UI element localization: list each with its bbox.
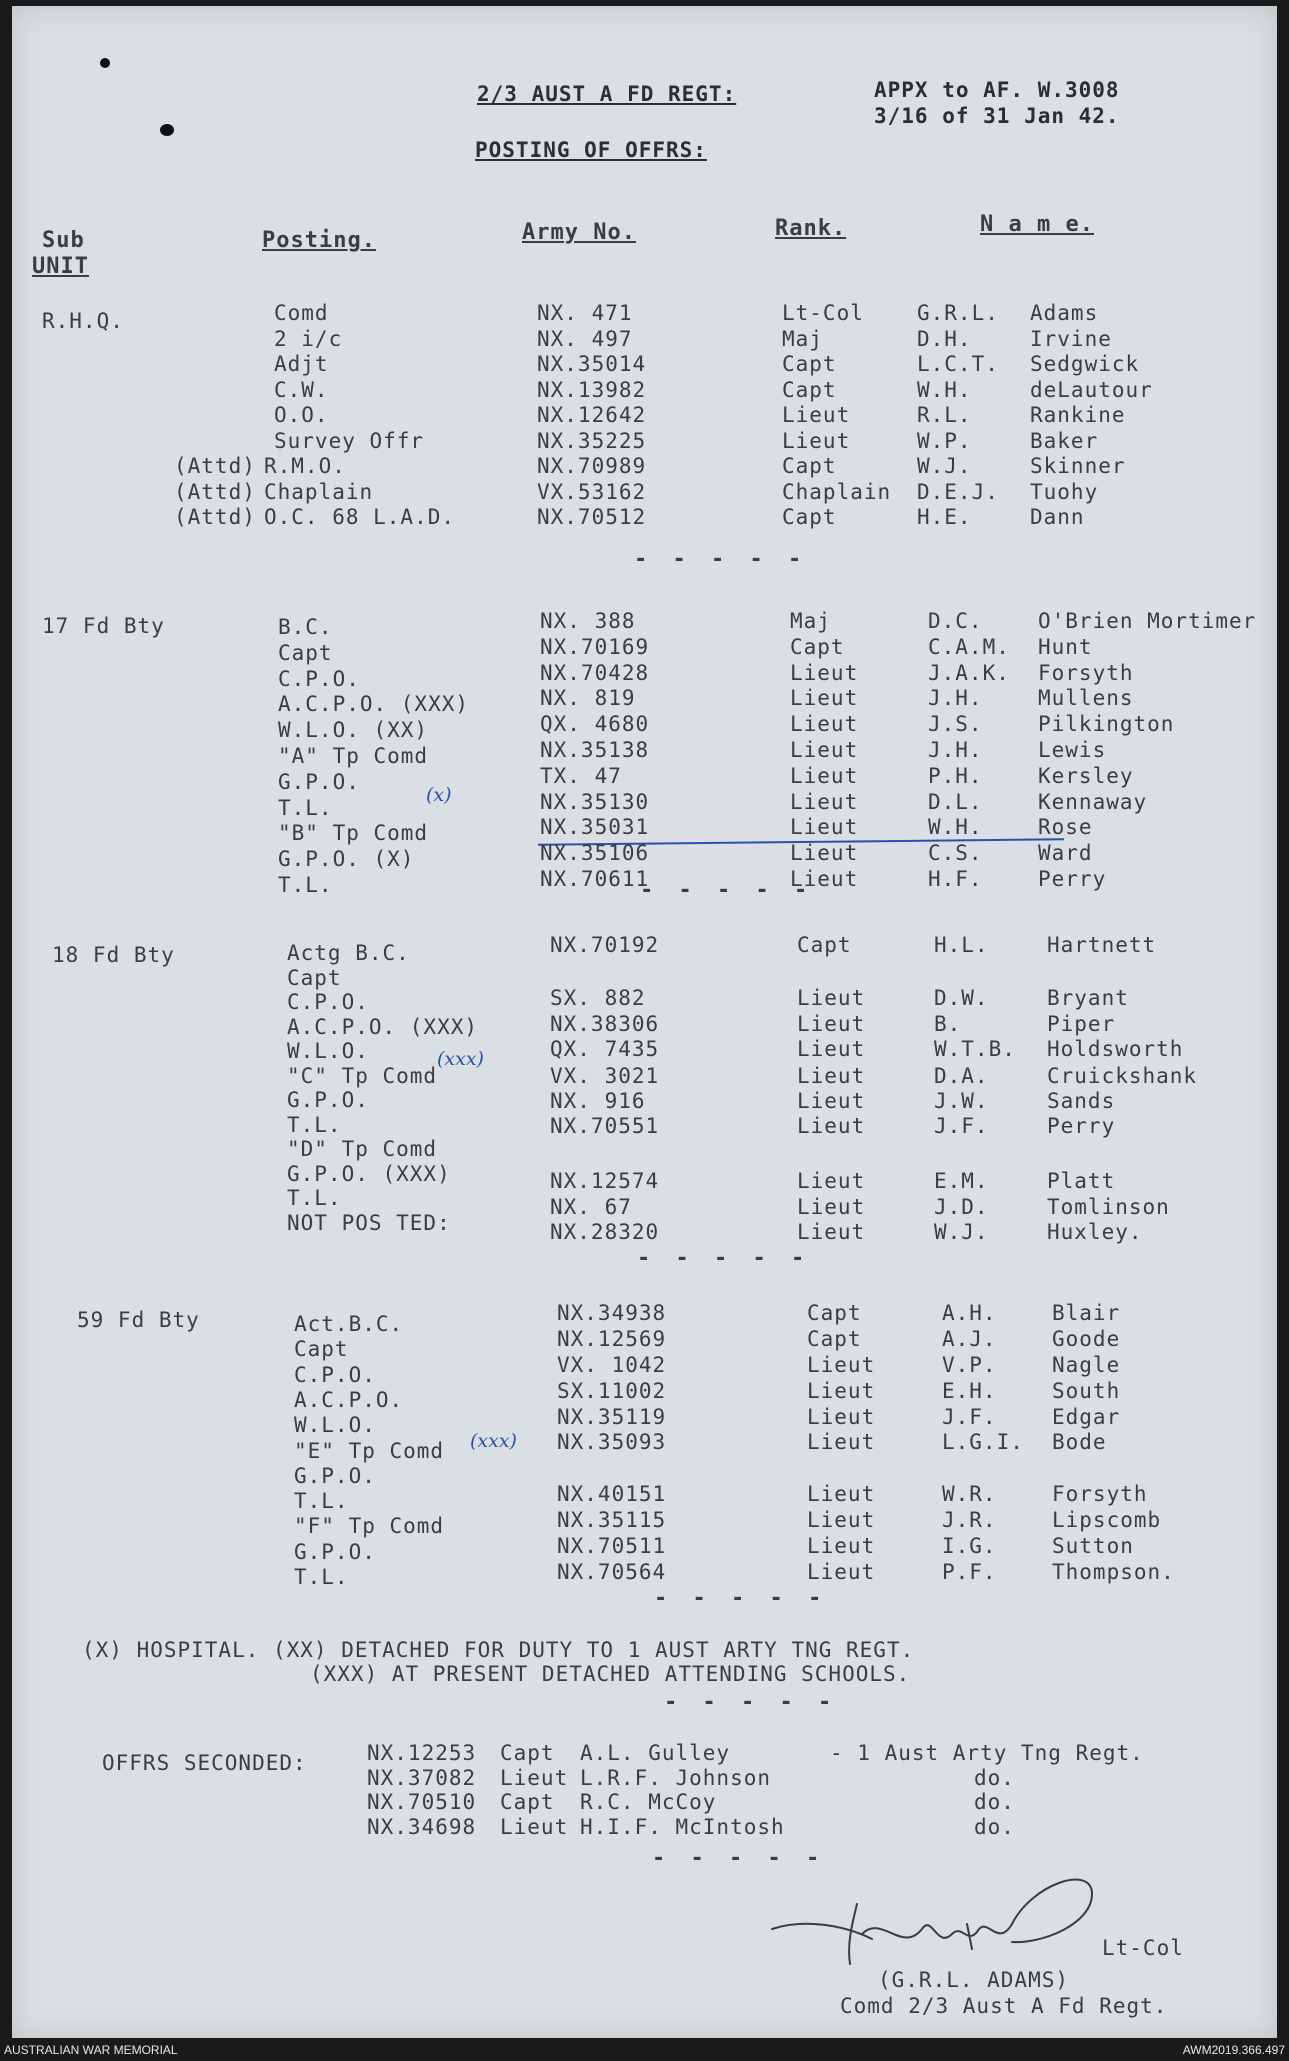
posting-cell: G.P.O. bbox=[294, 1463, 376, 1488]
initials-cell: C.S. bbox=[928, 841, 983, 866]
initials-cell: H.E. bbox=[917, 505, 972, 529]
rank-cell: Lieut bbox=[782, 403, 851, 427]
army-no-cell: NX.38306 bbox=[550, 1012, 660, 1036]
army-no-cell: NX.12569 bbox=[557, 1327, 667, 1351]
name-cell: H.I.F. McIntosh bbox=[580, 1814, 785, 1839]
initials-cell: A.J. bbox=[942, 1327, 997, 1351]
initials-cell: W.J. bbox=[934, 1220, 989, 1244]
surname-cell: O'Brien Mortimer bbox=[1038, 609, 1257, 633]
posting-cell: "C" Tp Comd bbox=[287, 1063, 438, 1088]
surname-cell: Rose bbox=[1038, 815, 1093, 840]
rank-cell: Chaplain bbox=[782, 479, 892, 504]
initials-cell: J.R. bbox=[942, 1508, 997, 1532]
initials-cell: V.P. bbox=[942, 1353, 997, 1377]
army-no-cell: NX.70564 bbox=[557, 1560, 667, 1584]
surname-cell: Forsyth bbox=[1038, 660, 1134, 685]
rank-cell: Lieut bbox=[797, 1089, 866, 1113]
posting-prefix: (Attd) bbox=[174, 505, 256, 529]
col-army-no: Army No. bbox=[522, 220, 636, 245]
destination-cell: do. bbox=[974, 1814, 1015, 1839]
rank-cell: Lieut bbox=[797, 1114, 866, 1138]
posting-cell: Capt bbox=[278, 640, 333, 665]
initials-cell: C.A.M. bbox=[928, 634, 1010, 659]
rank-cell: Lieut bbox=[790, 738, 859, 762]
army-no-cell: NX.28320 bbox=[550, 1220, 660, 1244]
initials-cell: D.A. bbox=[934, 1064, 989, 1088]
surname-cell: Nagle bbox=[1052, 1353, 1121, 1377]
rank-cell: Lieut bbox=[797, 1169, 866, 1193]
surname-cell: Hartnett bbox=[1047, 933, 1157, 957]
posting-cell: A.C.P.O. (XXX) bbox=[287, 1014, 479, 1039]
posting-cell: G.P.O. (X) bbox=[278, 847, 415, 872]
initials-cell: D.L. bbox=[928, 789, 983, 814]
army-no-cell: TX. 47 bbox=[540, 763, 622, 788]
posting-cell: T.L. bbox=[278, 795, 333, 820]
initials-cell: W.J. bbox=[917, 454, 972, 478]
rank-cell: Lieut bbox=[807, 1353, 876, 1377]
doc-title: POSTING OF OFFRS: bbox=[475, 138, 707, 162]
initials-cell: J.W. bbox=[934, 1089, 989, 1113]
surname-cell: Blair bbox=[1052, 1301, 1121, 1325]
initials-cell: P.F. bbox=[942, 1560, 997, 1584]
col-name: N a m e. bbox=[980, 212, 1094, 237]
posting-cell: T.L. bbox=[294, 1489, 349, 1514]
army-no-cell: NX.70169 bbox=[540, 634, 650, 659]
initials-cell: J.D. bbox=[934, 1195, 989, 1219]
army-no-cell: SX. 882 bbox=[550, 986, 646, 1010]
handwritten-signature bbox=[762, 1854, 1112, 1974]
rank-cell: Capt bbox=[782, 352, 837, 376]
posting-cell: A.C.P.O. bbox=[294, 1387, 404, 1412]
section-label-18-fd-bty: 18 Fd Bty bbox=[52, 943, 175, 967]
signature-rank: Lt-Col bbox=[1102, 1936, 1184, 1960]
initials-cell: E.H. bbox=[942, 1379, 997, 1403]
separator-dashes: - - - - - bbox=[664, 1690, 838, 1715]
surname-cell: Thompson. bbox=[1052, 1560, 1175, 1584]
posting-cell: O.O. bbox=[274, 403, 329, 427]
section-label-rhq: R.H.Q. bbox=[42, 309, 124, 333]
initials-cell: J.H. bbox=[928, 738, 983, 762]
army-no-cell: NX. 471 bbox=[537, 301, 633, 325]
initials-cell: P.H. bbox=[928, 763, 983, 788]
punch-mark bbox=[160, 124, 174, 136]
posting-cell: C.W. bbox=[274, 377, 329, 402]
col-rank: Rank. bbox=[775, 216, 847, 241]
initials-cell: W.T.B. bbox=[934, 1037, 1016, 1061]
army-no-cell: NX.12574 bbox=[550, 1169, 660, 1193]
surname-cell: Pilkington bbox=[1038, 712, 1175, 737]
posting-cell: G.P.O. bbox=[294, 1539, 376, 1564]
rank-cell: Lieut bbox=[790, 763, 859, 788]
surname-cell: Rankine bbox=[1030, 403, 1126, 427]
col-posting: Posting. bbox=[262, 228, 376, 253]
handwritten-mark: (xxx) bbox=[437, 1048, 484, 1070]
rank-cell: Lieut bbox=[790, 841, 859, 866]
surname-cell: Adams bbox=[1030, 301, 1099, 325]
rank-cell: Lieut bbox=[797, 1220, 866, 1244]
signature-role: Comd 2/3 Aust A Fd Regt. bbox=[840, 1994, 1168, 2018]
initials-cell: E.M. bbox=[934, 1169, 989, 1193]
army-no-cell: NX.40151 bbox=[557, 1482, 667, 1506]
separator-dashes: - - - - - bbox=[637, 1246, 811, 1271]
surname-cell: Hunt bbox=[1038, 634, 1093, 659]
surname-cell: Tuohy bbox=[1030, 479, 1099, 504]
army-no-cell: NX.13982 bbox=[537, 377, 647, 402]
posting-cell: Survey Offr bbox=[274, 428, 425, 453]
initials-cell: J.H. bbox=[928, 686, 983, 711]
col-sub-unit: Sub bbox=[42, 228, 85, 253]
rank-cell: Lieut bbox=[797, 1012, 866, 1036]
initials-cell: I.G. bbox=[942, 1534, 997, 1558]
army-no-cell: NX.35031 bbox=[540, 815, 650, 840]
rank-cell: Capt bbox=[500, 1790, 555, 1814]
posting-cell: Capt bbox=[294, 1337, 349, 1362]
posting-prefix: (Attd) bbox=[174, 479, 256, 504]
rank-cell: Lieut bbox=[807, 1508, 876, 1532]
rank-cell: Lieut bbox=[790, 789, 859, 814]
army-no-cell: NX.35106 bbox=[540, 841, 650, 866]
surname-cell: Sutton bbox=[1052, 1534, 1134, 1558]
army-no-cell: NX. 916 bbox=[550, 1089, 646, 1113]
army-no-cell: NX.12642 bbox=[537, 403, 647, 427]
rank-cell: Capt bbox=[807, 1327, 862, 1351]
initials-cell: J.F. bbox=[942, 1405, 997, 1429]
rank-cell: Capt bbox=[500, 1741, 555, 1765]
army-no-cell: NX.12253 bbox=[367, 1741, 477, 1765]
army-no-cell: VX. 3021 bbox=[550, 1064, 660, 1088]
army-no-cell: NX.35093 bbox=[557, 1430, 667, 1454]
posting-cell: G.P.O. bbox=[287, 1088, 369, 1112]
posting-cell: T.L. bbox=[294, 1565, 349, 1589]
rank-cell: Lieut bbox=[782, 428, 851, 453]
initials-cell: J.F. bbox=[934, 1114, 989, 1138]
handwritten-mark: (x) bbox=[426, 784, 452, 806]
destination-cell: do. bbox=[974, 1765, 1015, 1790]
army-no-cell: NX.34938 bbox=[557, 1301, 667, 1325]
initials-cell: W.H. bbox=[917, 377, 972, 402]
separator-dashes: - - - - - bbox=[652, 1846, 826, 1871]
rank-cell: Lieut bbox=[807, 1379, 876, 1403]
posting-cell: T.L. bbox=[287, 1186, 342, 1210]
rank-cell: Lieut bbox=[797, 986, 866, 1010]
rank-cell: Capt bbox=[782, 454, 837, 478]
surname-cell: Perry bbox=[1047, 1114, 1116, 1138]
rank-cell: Lieut bbox=[807, 1534, 876, 1558]
initials-cell: L.C.T. bbox=[917, 352, 999, 376]
army-no-cell: NX. 388 bbox=[540, 609, 636, 633]
army-no-cell: NX.70428 bbox=[540, 660, 650, 685]
army-no-cell: NX.35130 bbox=[540, 789, 650, 814]
rank-cell: Lt-Col bbox=[782, 301, 864, 325]
army-no-cell: NX.70551 bbox=[550, 1114, 660, 1138]
posting-cell: Capt bbox=[287, 965, 342, 990]
posting-cell: W.L.O. (XX) bbox=[278, 718, 429, 743]
surname-cell: Skinner bbox=[1030, 454, 1126, 478]
posting-cell: Comd bbox=[274, 301, 329, 325]
rank-cell: Lieut bbox=[790, 712, 859, 737]
signature-name: (G.R.L. ADAMS) bbox=[878, 1968, 1070, 1992]
surname-cell: Lewis bbox=[1038, 738, 1107, 762]
surname-cell: Baker bbox=[1030, 428, 1099, 453]
separator-dashes: - - - - - bbox=[640, 878, 814, 903]
posting-prefix: (Attd) bbox=[174, 454, 256, 478]
rank-cell: Maj bbox=[790, 609, 831, 633]
posting-cell: A.C.P.O. (XXX) bbox=[278, 692, 470, 717]
posting-cell: W.L.O. bbox=[294, 1413, 376, 1438]
army-no-cell: NX.70989 bbox=[537, 454, 647, 478]
posting-cell: B.C. bbox=[278, 615, 333, 639]
army-no-cell: NX.70510 bbox=[367, 1790, 477, 1814]
rank-cell: Lieut bbox=[790, 660, 859, 685]
posting-cell: 2 i/c bbox=[274, 326, 343, 351]
archive-footer bbox=[0, 2038, 1289, 2061]
initials-cell: D.E.J. bbox=[917, 479, 999, 504]
surname-cell: Bode bbox=[1052, 1430, 1107, 1454]
posting-cell: Chaplain bbox=[264, 479, 374, 504]
initials-cell: B. bbox=[934, 1012, 962, 1036]
initials-cell: W.H. bbox=[928, 815, 983, 840]
posting-cell: "B" Tp Comd bbox=[278, 821, 429, 846]
rank-cell: Lieut bbox=[797, 1037, 866, 1061]
army-no-cell: VX.53162 bbox=[537, 479, 647, 504]
surname-cell: Tomlinson bbox=[1047, 1195, 1170, 1219]
army-no-cell: NX.35138 bbox=[540, 738, 650, 762]
rank-cell: Maj bbox=[782, 326, 823, 351]
army-no-cell: NX. 67 bbox=[550, 1195, 632, 1219]
seconded-label: OFFRS SECONDED: bbox=[102, 1751, 307, 1775]
army-no-cell: NX.70512 bbox=[537, 505, 647, 529]
army-no-cell: VX. 1042 bbox=[557, 1353, 667, 1377]
appx-line-2: 3/16 of 31 Jan 42. bbox=[874, 104, 1120, 128]
rank-cell: Capt bbox=[807, 1301, 862, 1325]
rank-cell: Lieut bbox=[807, 1405, 876, 1429]
surname-cell: Irvine bbox=[1030, 326, 1112, 351]
army-no-cell: NX. 819 bbox=[540, 686, 636, 711]
surname-cell: Sands bbox=[1047, 1089, 1116, 1113]
army-no-cell: NX.70192 bbox=[550, 933, 660, 957]
rank-cell: Capt bbox=[790, 634, 845, 659]
posting-cell: R.M.O. bbox=[264, 454, 346, 478]
separator-dashes: - - - - - bbox=[654, 1586, 828, 1611]
initials-cell: R.L. bbox=[917, 403, 972, 427]
initials-cell: H.L. bbox=[934, 933, 989, 957]
rank-cell: Lieut bbox=[500, 1765, 569, 1790]
rank-cell: Lieut bbox=[807, 1482, 876, 1506]
posting-cell: C.P.O. bbox=[294, 1362, 376, 1387]
initials-cell: D.H. bbox=[917, 326, 972, 351]
unit-title: 2/3 AUST A FD REGT: bbox=[477, 82, 737, 106]
rank-cell: Capt bbox=[782, 377, 837, 402]
surname-cell: Lipscomb bbox=[1052, 1508, 1162, 1532]
surname-cell: Goode bbox=[1052, 1327, 1121, 1351]
surname-cell: Kersley bbox=[1038, 763, 1134, 788]
initials-cell: W.R. bbox=[942, 1482, 997, 1506]
rank-cell: Lieut bbox=[790, 686, 859, 711]
name-cell: A.L. Gulley bbox=[580, 1741, 731, 1765]
army-no-cell: NX.35225 bbox=[537, 428, 647, 453]
initials-cell: H.F. bbox=[928, 867, 983, 891]
posting-cell: NOT POS TED: bbox=[287, 1210, 451, 1235]
initials-cell: W.P. bbox=[917, 428, 972, 453]
surname-cell: Perry bbox=[1038, 867, 1107, 891]
initials-cell: J.S. bbox=[928, 712, 983, 737]
surname-cell: Mullens bbox=[1038, 686, 1134, 711]
army-no-cell: NX.34698 bbox=[367, 1814, 477, 1839]
initials-cell: D.W. bbox=[934, 986, 989, 1010]
initials-cell: G.R.L. bbox=[917, 301, 999, 325]
key-line-1: (X) HOSPITAL. (XX) DETACHED FOR DUTY TO 1 AUST ARTY TNG REGT. bbox=[82, 1638, 915, 1662]
handwritten-mark: (xxx) bbox=[470, 1430, 517, 1452]
document-page bbox=[12, 6, 1277, 2038]
posting-cell: C.P.O. bbox=[278, 666, 360, 691]
army-no-cell: QX. 7435 bbox=[550, 1037, 660, 1061]
posting-cell: G.P.O. (XXX) bbox=[287, 1161, 451, 1186]
posting-cell: Actg B.C. bbox=[287, 941, 410, 965]
army-no-cell: NX.35115 bbox=[557, 1508, 667, 1532]
posting-cell: C.P.O. bbox=[287, 990, 369, 1014]
surname-cell: Forsyth bbox=[1052, 1482, 1148, 1506]
army-no-cell: NX.35119 bbox=[557, 1405, 667, 1429]
posting-cell: "E" Tp Comd bbox=[294, 1438, 445, 1463]
surname-cell: Cruickshank bbox=[1047, 1064, 1198, 1088]
surname-cell: Dann bbox=[1030, 505, 1085, 529]
rank-cell: Lieut bbox=[790, 867, 859, 891]
appx-line-1: APPX to AF. W.3008 bbox=[874, 78, 1120, 102]
footer-institution: AUSTRALIAN WAR MEMORIAL bbox=[4, 2043, 178, 2057]
surname-cell: Platt bbox=[1047, 1169, 1116, 1193]
army-no-cell: NX.70511 bbox=[557, 1534, 667, 1558]
posting-cell: T.L. bbox=[287, 1112, 342, 1137]
army-no-cell: NX. 497 bbox=[537, 326, 633, 351]
punch-mark bbox=[100, 58, 110, 68]
posting-cell: Adjt bbox=[274, 352, 329, 376]
surname-cell: deLautour bbox=[1030, 377, 1153, 402]
posting-cell: O.C. 68 L.A.D. bbox=[264, 505, 456, 529]
initials-cell: A.H. bbox=[942, 1301, 997, 1325]
surname-cell: Bryant bbox=[1047, 986, 1129, 1010]
destination-cell: do. bbox=[974, 1790, 1015, 1814]
surname-cell: Huxley. bbox=[1047, 1220, 1143, 1244]
separator-dashes: - - - - - bbox=[634, 547, 808, 572]
posting-cell: "D" Tp Comd bbox=[287, 1137, 438, 1161]
rank-cell: Lieut bbox=[500, 1814, 569, 1839]
surname-cell: Ward bbox=[1038, 841, 1093, 866]
rank-cell: Lieut bbox=[797, 1195, 866, 1219]
section-label-59-fd-bty: 59 Fd Bty bbox=[77, 1308, 200, 1332]
rank-cell: Lieut bbox=[807, 1430, 876, 1454]
initials-cell: J.A.K. bbox=[928, 660, 1010, 685]
army-no-cell: NX.35014 bbox=[537, 352, 647, 376]
posting-cell: T.L. bbox=[278, 873, 333, 897]
army-no-cell: QX. 4680 bbox=[540, 712, 650, 737]
surname-cell: Edgar bbox=[1052, 1405, 1121, 1429]
rank-cell: Lieut bbox=[797, 1064, 866, 1088]
posting-cell: Act.B.C. bbox=[294, 1312, 404, 1336]
posting-cell: G.P.O. bbox=[278, 769, 360, 794]
rank-cell: Capt bbox=[797, 933, 852, 957]
initials-cell: L.G.I. bbox=[942, 1430, 1024, 1454]
col-sub-unit-2: UNIT bbox=[32, 254, 89, 279]
posting-cell: W.L.O. bbox=[287, 1039, 369, 1063]
surname-cell: Sedgwick bbox=[1030, 352, 1140, 376]
key-line-2: (XXX) AT PRESENT DETACHED ATTENDING SCHOOLS. bbox=[310, 1662, 911, 1686]
surname-cell: Piper bbox=[1047, 1012, 1116, 1036]
army-no-cell: NX.37082 bbox=[367, 1765, 477, 1790]
destination-cell: - 1 Aust Arty Tng Regt. bbox=[830, 1741, 1144, 1765]
section-label-17-fd-bty: 17 Fd Bty bbox=[42, 614, 165, 638]
surname-cell: Kennaway bbox=[1038, 789, 1148, 814]
surname-cell: Holdsworth bbox=[1047, 1037, 1184, 1061]
army-no-cell: NX.70611 bbox=[540, 867, 650, 891]
name-cell: L.R.F. Johnson bbox=[580, 1765, 772, 1790]
footer-accession: AWM2019.366.497 bbox=[1182, 2043, 1285, 2057]
rank-cell: Lieut bbox=[790, 815, 859, 840]
posting-cell: "F" Tp Comd bbox=[294, 1514, 445, 1539]
rank-cell: Lieut bbox=[807, 1560, 876, 1584]
initials-cell: D.C. bbox=[928, 609, 983, 633]
army-no-cell: SX.11002 bbox=[557, 1379, 667, 1403]
posting-cell: "A" Tp Comd bbox=[278, 744, 429, 768]
name-cell: R.C. McCoy bbox=[580, 1790, 717, 1814]
surname-cell: South bbox=[1052, 1379, 1121, 1403]
rank-cell: Capt bbox=[782, 505, 837, 529]
